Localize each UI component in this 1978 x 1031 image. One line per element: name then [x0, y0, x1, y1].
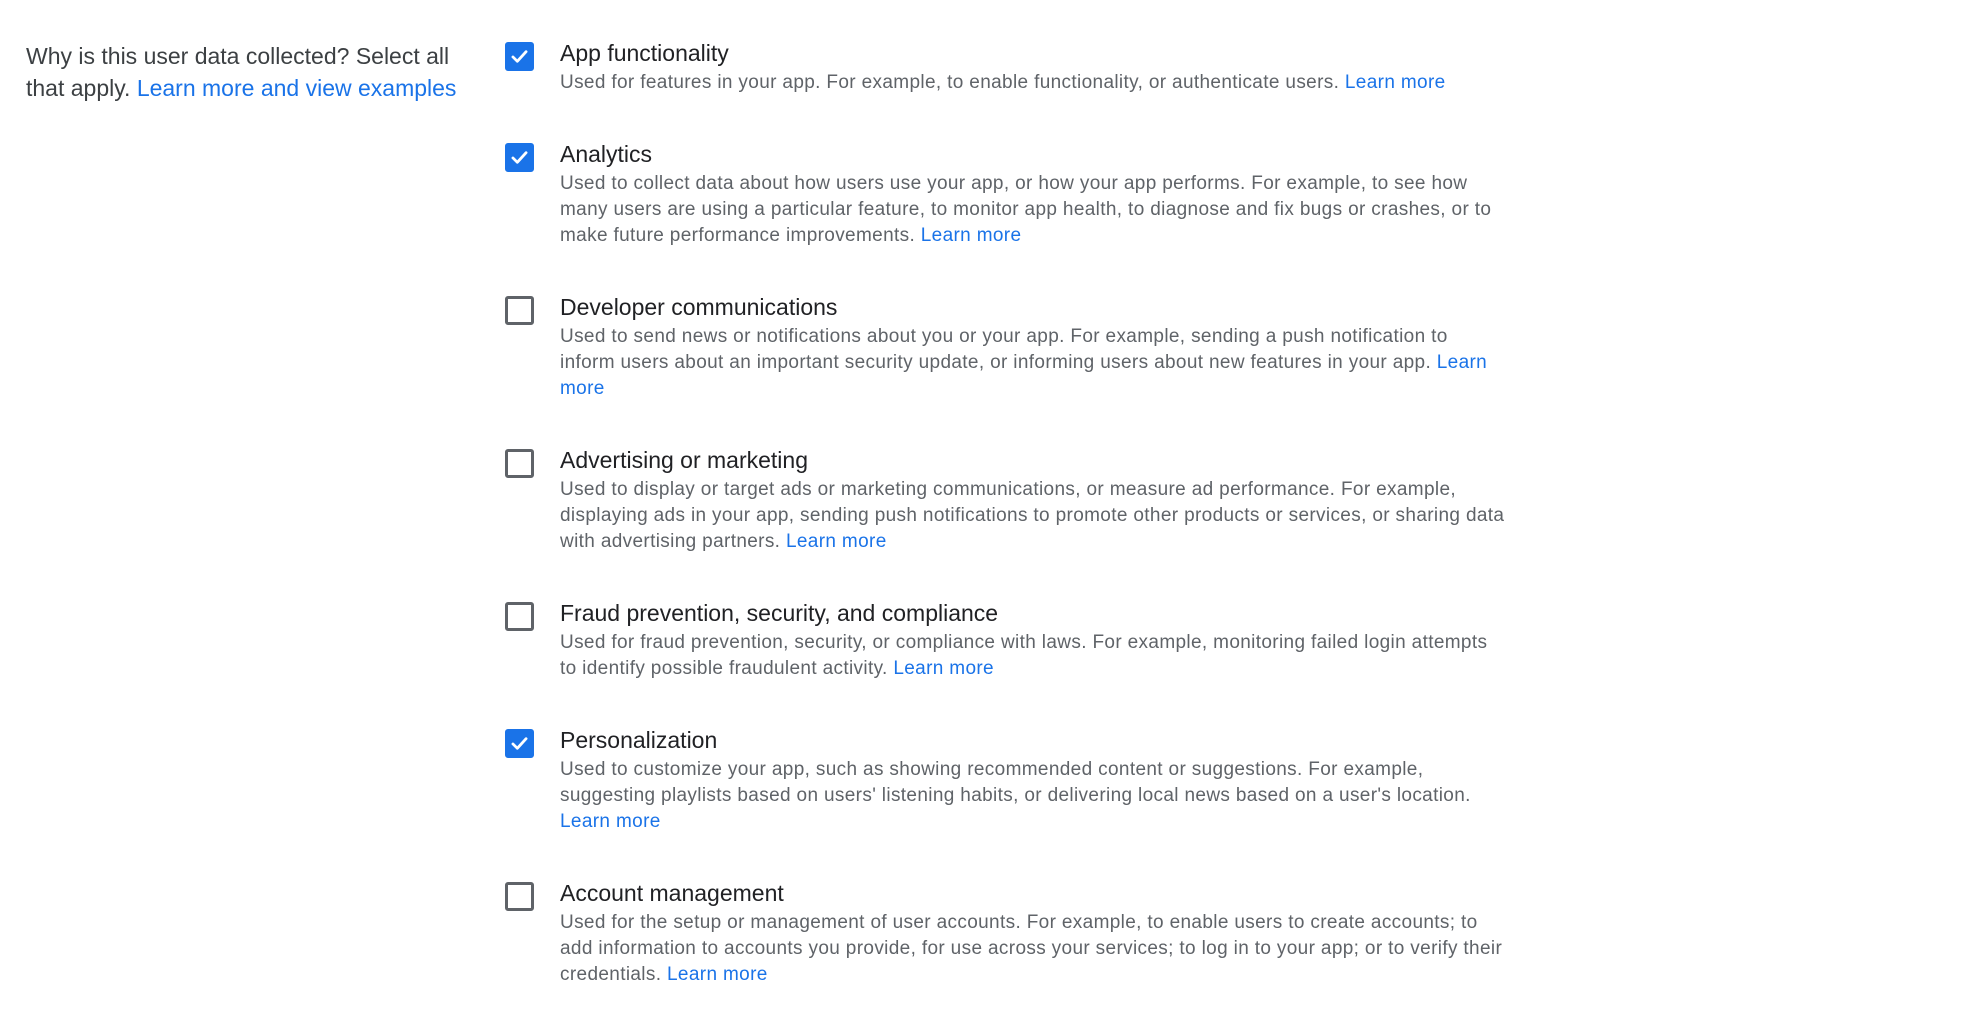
option-description-text: Used for features in your app. For example, to enable functionality, or authenticate users. [560, 72, 1340, 93]
option-title: Account management [560, 880, 784, 906]
option-developer-communications [505, 292, 1505, 402]
option-fraud-prevention [505, 598, 1505, 682]
checkbox-advertising-marketing[interactable] [505, 449, 534, 478]
option-app-functionality [505, 38, 1505, 96]
learn-more-link[interactable]: Learn more [893, 658, 994, 679]
purpose-options-list [505, 38, 1505, 1031]
option-description-text: Used to customize your app, such as showing recommended content or suggestions. For example, suggesting playlists based on users' listening habits, or delivering local news based on a user's location. [560, 759, 1471, 806]
option-title: Developer communications [560, 294, 838, 320]
option-description-text: Used to send news or notifications about you or your app. For example, sending a push notification to inform users about an important security update, or informing users about new features in your app. [560, 326, 1448, 373]
option-description [560, 757, 1505, 835]
learn-more-link[interactable]: Learn more [785, 531, 887, 552]
option-description [560, 324, 1505, 402]
learn-more-examples-link[interactable]: Learn more and view examples [136, 75, 457, 101]
option-advertising-marketing [505, 445, 1505, 555]
option-title: Analytics [560, 141, 653, 167]
checkbox-developer-communications[interactable] [505, 296, 534, 325]
learn-more-link[interactable]: Learn more [667, 964, 768, 985]
learn-more-link[interactable]: Learn more [1344, 72, 1446, 93]
learn-more-link[interactable]: Learn more [560, 811, 661, 832]
learn-more-link[interactable]: Learn more [560, 352, 1488, 399]
option-description [560, 910, 1505, 988]
option-title: Advertising or marketing [560, 447, 808, 473]
checkmark-icon [509, 733, 530, 754]
checkbox-fraud-prevention[interactable] [505, 602, 534, 631]
option-title: Personalization [560, 727, 718, 753]
checkmark-icon [509, 147, 530, 168]
option-description-text: Used to collect data about how users use your app, or how your app performs. For example, to see how many users are using a particular feature, to monitor app health, to diagnose and fix bugs or crashes, or to make future performance improvements. [560, 173, 1492, 246]
question-text: Why is this user data collected? Select all that apply. [26, 43, 450, 101]
checkbox-personalization[interactable] [505, 729, 534, 758]
option-title: App functionality [560, 40, 729, 66]
option-description [560, 70, 1505, 96]
checkbox-analytics[interactable] [505, 143, 534, 172]
option-account-management [505, 878, 1505, 988]
option-title: Fraud prevention, security, and compliance [560, 600, 999, 626]
checkbox-account-management[interactable] [505, 882, 534, 911]
option-description-text: Used to display or target ads or marketing communications, or measure ad performance. For example, displaying ads in your app, sending push notifications to promote other products or services, or sharing data with advertising partners. [560, 479, 1505, 552]
option-analytics [505, 139, 1505, 249]
option-personalization [505, 725, 1505, 835]
option-description [560, 630, 1505, 682]
checkbox-app-functionality[interactable] [505, 42, 534, 71]
checkmark-icon [509, 46, 530, 67]
collection-purpose-question [26, 40, 466, 104]
option-description [560, 477, 1505, 555]
option-description-text: Used for fraud prevention, security, or compliance with laws. For example, monitoring failed login attempts to identify possible fraudulent activity. [560, 632, 1488, 679]
option-description-text: Used for the setup or management of user accounts. For example, to enable users to create accounts; to add information to accounts you provide, for use across your services; to log in to your app; or to verify their credentials. [560, 912, 1503, 985]
learn-more-link[interactable]: Learn more [920, 225, 1022, 246]
option-description [560, 171, 1505, 249]
